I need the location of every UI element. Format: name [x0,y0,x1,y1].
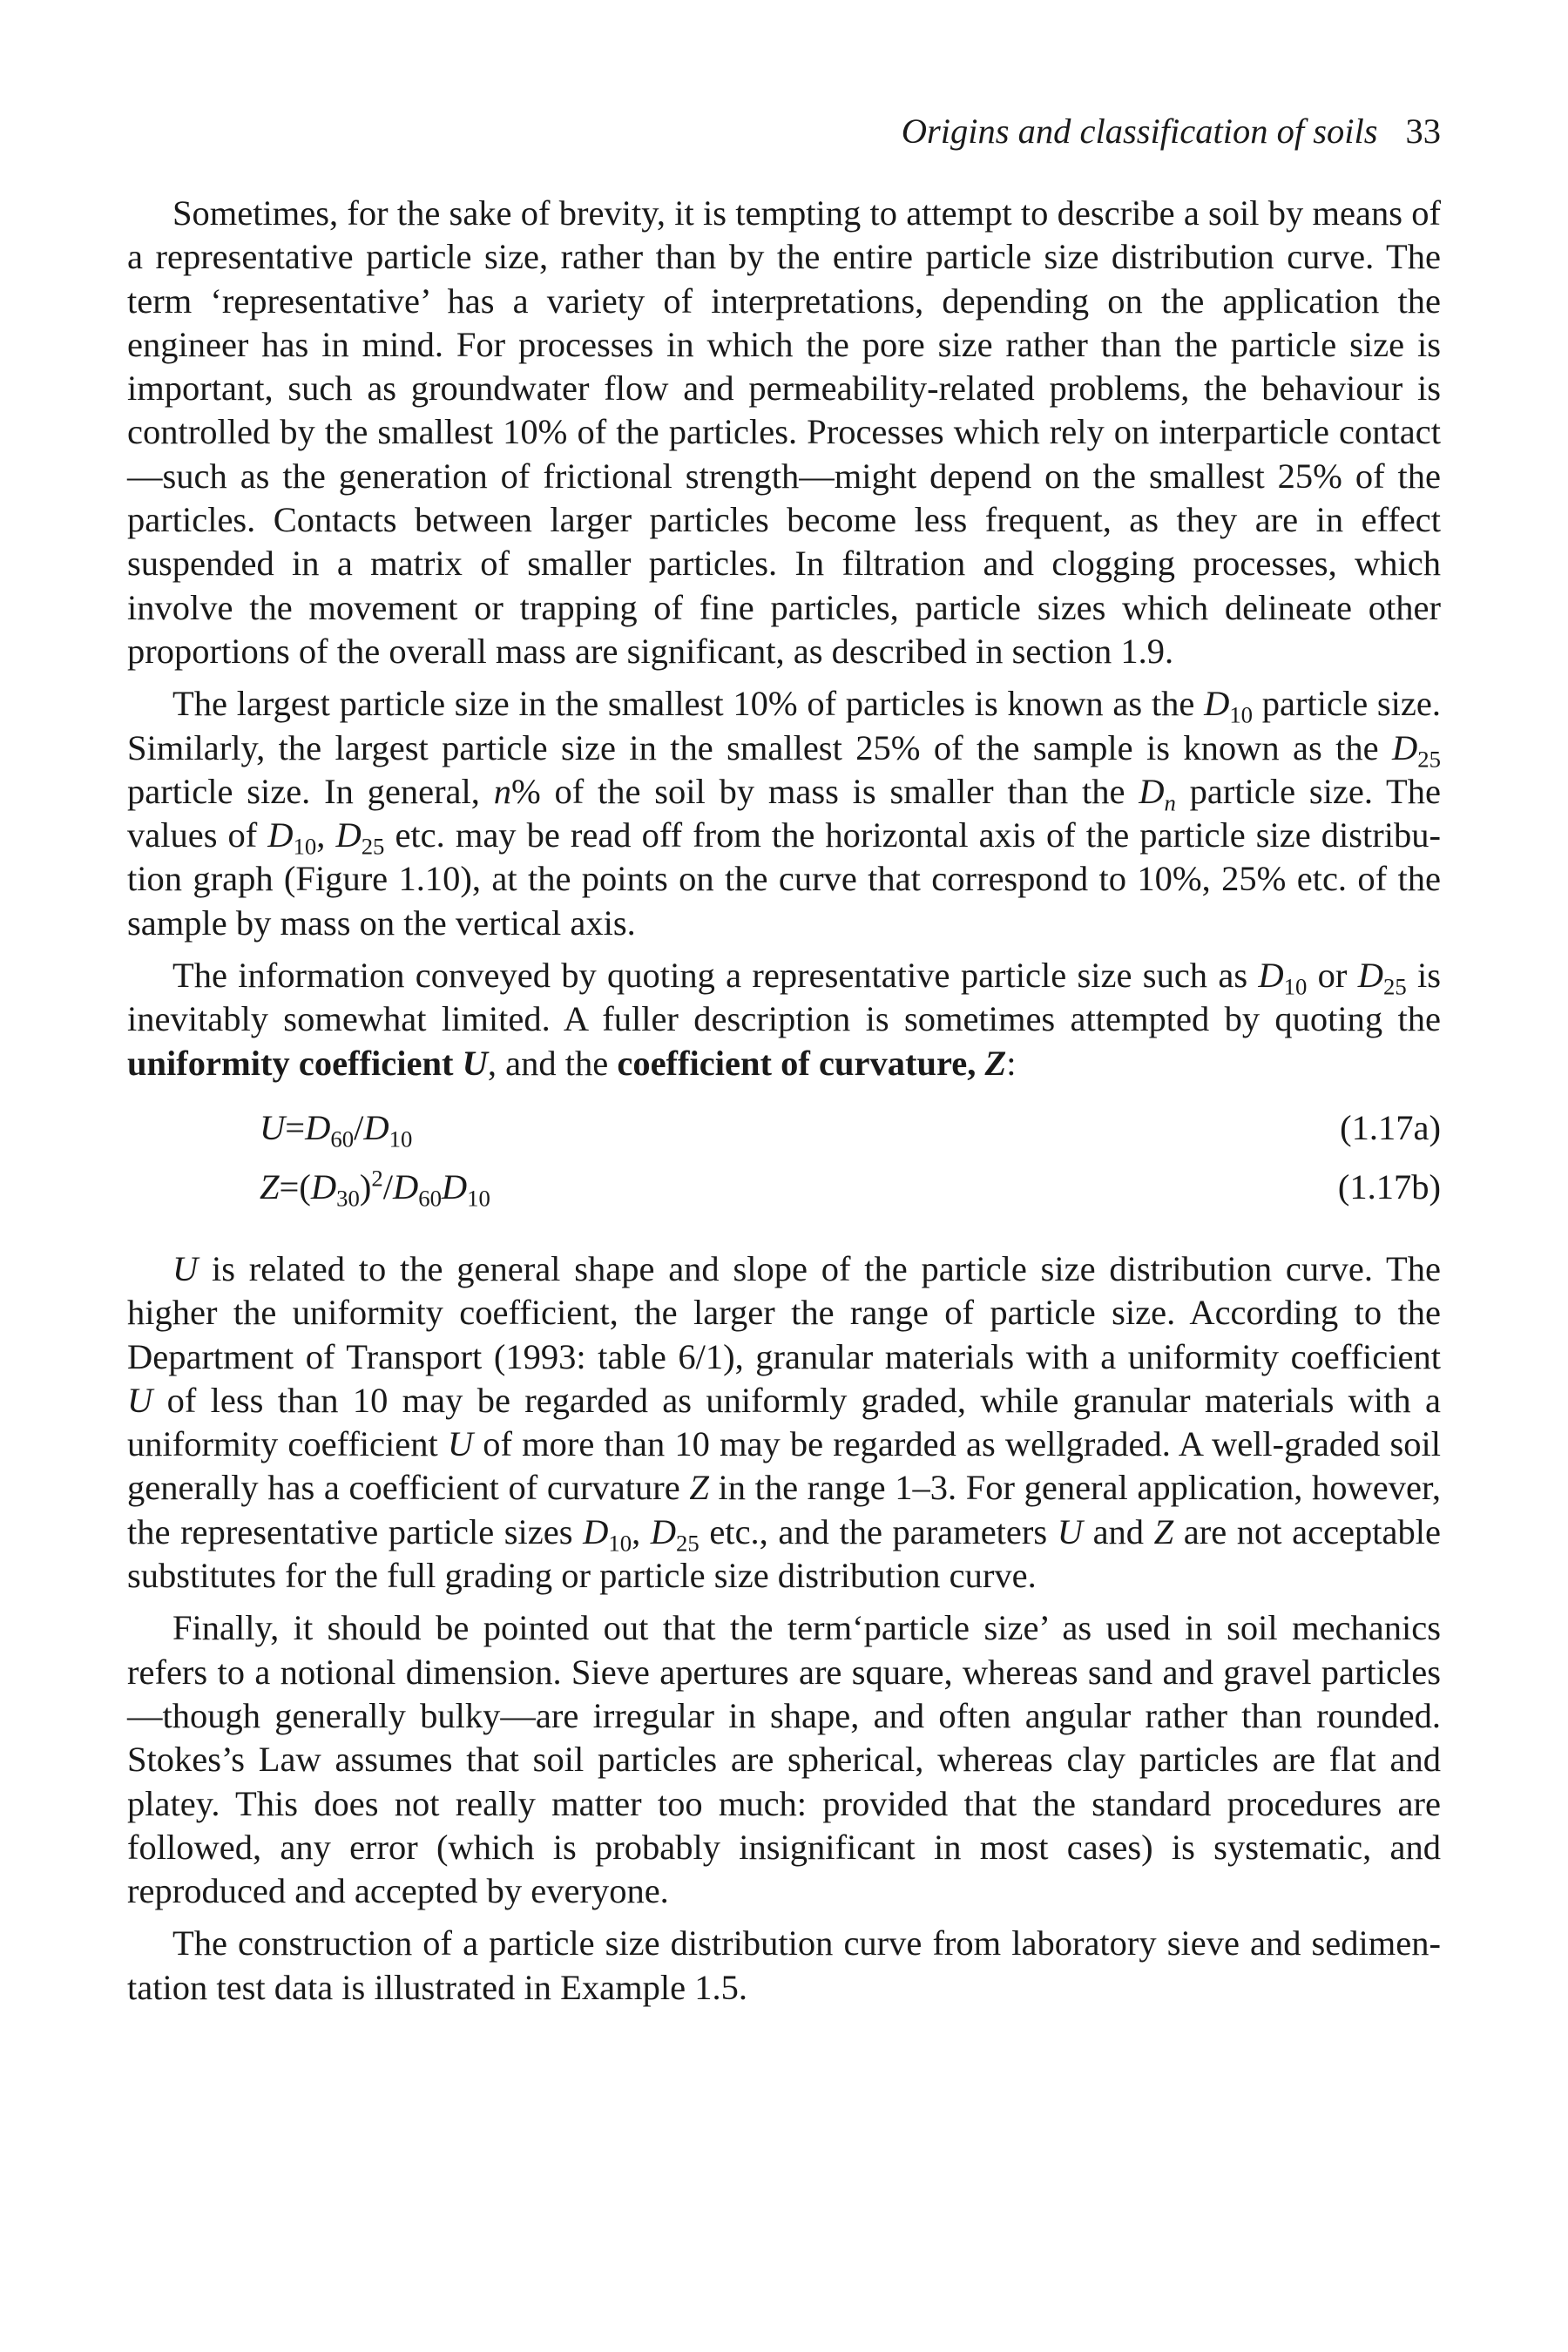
paragraph-representative-size: Sometimes, for the sake of brevity, it is tempting to attempt to describe a soil by means of a representative particle size, rather than by the entire particle size distribution curve. The term ‘representative’ has a variety of interpretations, depending on the application the engineer has in mind. For processes in which the pore size rather than the particle size is important, such as groundwater flow and permeability-related problems, the behaviour is controlled by the smallest 10% of the particles. Processes which rely on interparticle contact—such as the generation of frictional strength—might depend on the smallest 25% of the particles. Contacts between larger particles become less frequent, as they are in effect suspended in a matrix of smaller particles. In filtration and clogging processes, which involve the movement or trapping of fine particles, particle sizes which delineate other proportions of the overall mass are significant, as described in section 1.9. [127,193,1441,671]
equation-curvature [127,1166,1441,1225]
paragraph-construction: The construction of a particle size distribution curve from laboratory sieve and sedimentation test data is illustrated in Example 1.5. [127,1923,1441,2007]
term-uniformity-coefficient: uniformity coefficient U [127,1043,488,1083]
paragraph-notional-dimension: Finally, it should be pointed out that the term‘particle size’ as used in soil mechanics refers to a notional dimension. Sieve apertures are square, whereas sand and gravel particles—though generally bulky—are irregular in shape, and often angular rather than rounded. Stokes’s Law assumes that soil particles are spherical, whereas clay particles are flat and platey. This does not really matter too much: provided that the standard procedures are followed, any error (which is probably insignificant in most cases) is systematic, and reproduced and accepted by everyone. [127,1608,1441,1911]
equation-uniformity-expression: $U=D_{60}/D_{10}$ [260,1107,413,1152]
equation-curvature-expression: $Z=(D_{30})^2/D_{60}D_{10}$ [260,1165,490,1212]
page-number: 33 [1405,112,1441,151]
paragraph-uniformity-meaning: U is related to the general shape and slope of the particle size distribution curve. The higher the uniformity coefficient, the larger the range of particle size. According to the Department of Transport (1993: table 6/1), granular materials with a uniformity coefficient U of less than 10 may be regarded as uniformly graded, while granular materials with a uniformity coefficient U of more than 10 may be regarded as wellgraded. A well-graded soil generally has a coefficient of curvature Z in the range 1–3. For general application, however, the representative particle sizes $D_{10}$, $D_{25}$ etc., and the parameters U and Z are not acceptable substitutes for the full grading or particle size distribution curve. [127,1248,1441,1596]
equation-uniformity [127,1106,1441,1166]
equation-number-1-17a: (1.17a) [1340,1107,1441,1147]
term-coefficient-of-curvature: coefficient of curvature, Z [617,1043,1007,1083]
page [127,110,1441,2010]
running-head [127,110,1441,159]
paragraph-d-values: The largest particle size in the smallest 10% of particles is known as the $D_{10}$ particle size. Similarly, the largest particle size in the smallest 25% of the sample is known as the $D_{25}$ particle size. In general, n% of the soil by mass is smaller than the $D_n$ particle size. The values of $D_{10}$, $D_{25}$ etc. may be read off from the horizontal axis of the particle size distribution graph (Figure 1.10), at the points on the curve that correspond to 10%, 25% etc. of the sample by mass on the vertical axis. [127,684,1441,943]
equation-number-1-17b: (1.17b) [1337,1166,1441,1206]
paragraph-coefficients: The information conveyed by quoting a representative particle size such as $D_{10}$ or $D_{25}$ is inevitably somewhat limited. A fuller description is sometimes attempted by quoting the uniformity coefficient U, and the coefficient of curvature, Z: [127,956,1441,1083]
equation-block [127,1106,1441,1225]
running-head-title: Origins and classification of soils [901,112,1378,151]
